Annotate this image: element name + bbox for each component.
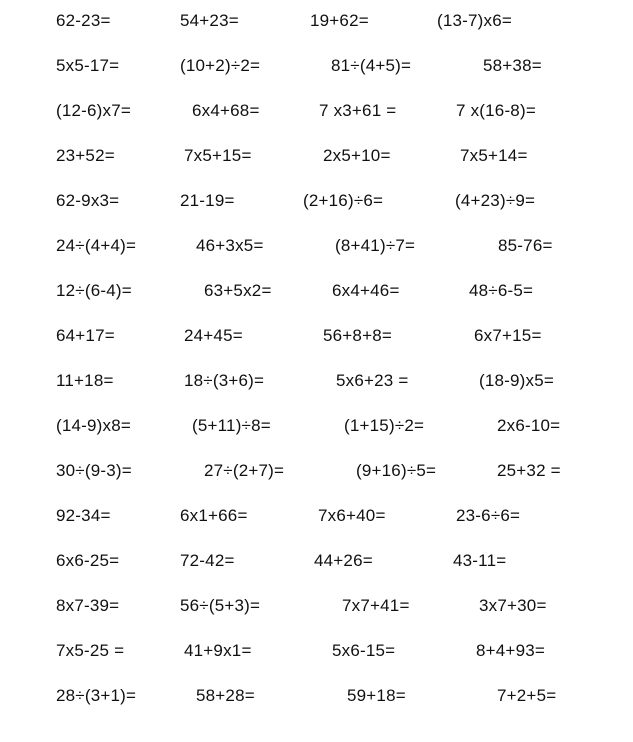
arithmetic-problem: (1+15)÷2= — [344, 416, 425, 435]
arithmetic-problem: 7x7+41= — [342, 596, 410, 615]
arithmetic-problem: 11+18= — [56, 371, 114, 390]
arithmetic-problem: 43-11= — [453, 551, 507, 570]
arithmetic-problem: (4+23)÷9= — [455, 191, 536, 210]
problem-row — [0, 411, 633, 441]
arithmetic-problem: (10+2)÷2= — [180, 56, 261, 75]
arithmetic-problem: 6x4+46= — [332, 281, 400, 300]
problem-row — [0, 591, 633, 621]
arithmetic-problem: (14-9)x8= — [56, 416, 132, 435]
arithmetic-problem: 3x7+30= — [479, 596, 547, 615]
arithmetic-problem: 5x6-15= — [332, 641, 396, 660]
arithmetic-problem: 56÷(5+3)= — [180, 596, 261, 615]
arithmetic-problem: 44+26= — [314, 551, 373, 570]
arithmetic-problem: (18-9)x5= — [479, 371, 555, 390]
arithmetic-problem: 7x5+15= — [184, 146, 252, 165]
arithmetic-problem: 23-6÷6= — [456, 506, 521, 525]
arithmetic-problem: 19+62= — [310, 11, 369, 30]
arithmetic-problem: 6x7+15= — [474, 326, 542, 345]
arithmetic-problem: 2x6-10= — [497, 416, 561, 435]
problem-row — [0, 141, 633, 171]
arithmetic-problem: 58+28= — [196, 686, 255, 705]
arithmetic-problem: (12-6)x7= — [56, 101, 132, 120]
problem-row — [0, 636, 633, 666]
arithmetic-problem: 24+45= — [184, 326, 243, 345]
arithmetic-problem: 59+18= — [347, 686, 406, 705]
arithmetic-problem: 7 x3+61 = — [319, 101, 397, 120]
problem-row — [0, 456, 633, 486]
arithmetic-problem: 58+38= — [483, 56, 542, 75]
arithmetic-problem: 7 x(16-8)= — [456, 101, 536, 120]
problem-row — [0, 681, 633, 711]
arithmetic-problem: 2x5+10= — [323, 146, 391, 165]
arithmetic-problem: 56+8+8= — [323, 326, 393, 345]
arithmetic-problem: 85-76= — [498, 236, 553, 255]
arithmetic-problem: 23+52= — [56, 146, 115, 165]
arithmetic-problem: 54+23= — [180, 11, 239, 30]
arithmetic-problem: 6x6-25= — [56, 551, 120, 570]
arithmetic-problem: 12÷(6-4)= — [56, 281, 132, 300]
arithmetic-problem: 7x5+14= — [460, 146, 528, 165]
arithmetic-problem: 62-9x3= — [56, 191, 120, 210]
arithmetic-problem: 8+4+93= — [476, 641, 546, 660]
arithmetic-problem: (9+16)÷5= — [356, 461, 437, 480]
arithmetic-problem: 7x5-25 = — [56, 641, 125, 660]
arithmetic-problem: (13-7)x6= — [437, 11, 513, 30]
arithmetic-problem: 27÷(2+7)= — [204, 461, 285, 480]
arithmetic-problem: 63+5x2= — [204, 281, 272, 300]
problem-row — [0, 186, 633, 216]
arithmetic-problem: 8x7-39= — [56, 596, 120, 615]
problem-row — [0, 321, 633, 351]
arithmetic-problem: 64+17= — [56, 326, 115, 345]
problem-row — [0, 366, 633, 396]
arithmetic-problem: 81÷(4+5)= — [331, 56, 412, 75]
arithmetic-problem: (5+11)÷8= — [192, 416, 271, 435]
arithmetic-problem: 7+2+5= — [497, 686, 557, 705]
arithmetic-problem: 92-34= — [56, 506, 111, 525]
problem-row — [0, 501, 633, 531]
arithmetic-problem: 6x4+68= — [192, 101, 260, 120]
arithmetic-problem: 25+32 = — [497, 461, 561, 480]
problem-row — [0, 51, 633, 81]
problem-row — [0, 546, 633, 576]
arithmetic-problem: 5x5-17= — [56, 56, 120, 75]
problem-row — [0, 6, 633, 36]
arithmetic-problem: 6x1+66= — [180, 506, 248, 525]
arithmetic-problem: 72-42= — [180, 551, 235, 570]
arithmetic-problem: 46+3x5= — [196, 236, 264, 255]
problem-row — [0, 276, 633, 306]
arithmetic-problem: 41+9x1= — [184, 641, 252, 660]
arithmetic-problem: 5x6+23 = — [336, 371, 409, 390]
arithmetic-problem: 7x6+40= — [318, 506, 386, 525]
problem-row — [0, 231, 633, 261]
problem-row — [0, 96, 633, 126]
arithmetic-problem: 30÷(9-3)= — [56, 461, 132, 480]
arithmetic-problem: 24÷(4+4)= — [56, 236, 137, 255]
arithmetic-problem: 62-23= — [56, 11, 111, 30]
arithmetic-problem: 21-19= — [180, 191, 235, 210]
arithmetic-problem: 28÷(3+1)= — [56, 686, 137, 705]
arithmetic-problem: (8+41)÷7= — [335, 236, 416, 255]
arithmetic-problem: (2+16)÷6= — [303, 191, 384, 210]
arithmetic-problem: 48÷6-5= — [469, 281, 534, 300]
arithmetic-problem: 18÷(3+6)= — [184, 371, 265, 390]
